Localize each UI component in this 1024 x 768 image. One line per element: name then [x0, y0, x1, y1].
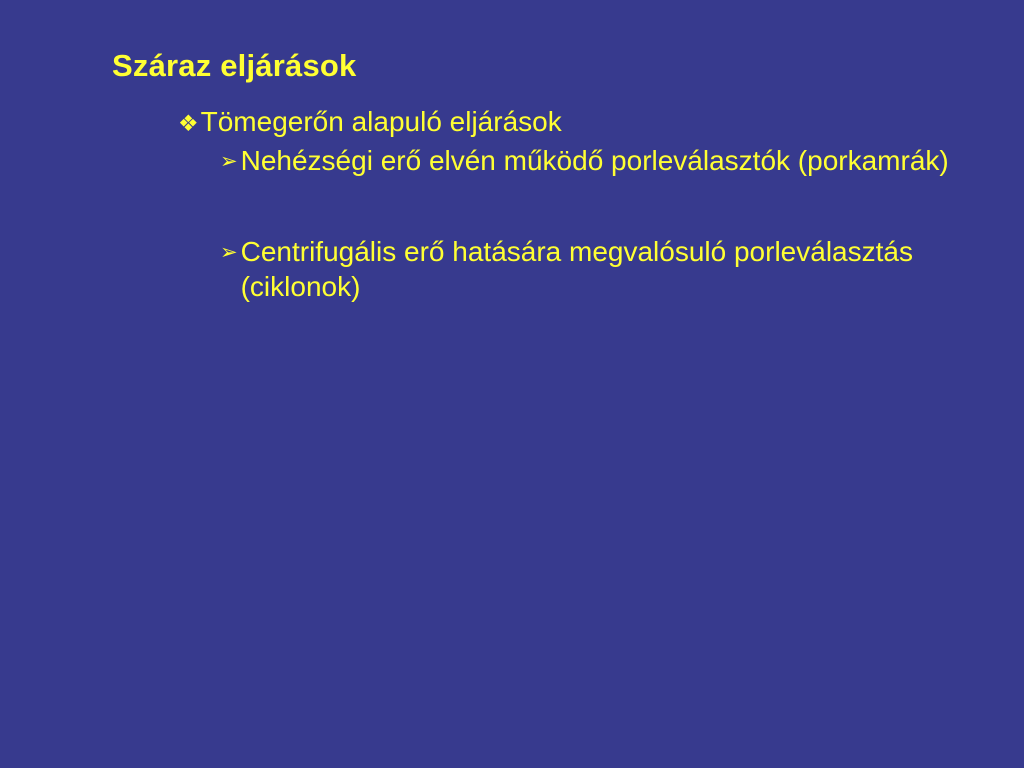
list-item [220, 234, 982, 304]
list-item [220, 143, 982, 178]
list-item-label: Tömegerőn alapuló eljárások [200, 106, 562, 137]
list-item [178, 105, 982, 139]
arrow-bullet-icon: ➢ [220, 150, 238, 174]
list-item-label: Nehézségi erő elvén működő porleválasztók (porkamrák) [240, 145, 949, 177]
page-title: Száraz eljárások [112, 48, 357, 83]
diamond-bullet-icon: ❖ [178, 110, 199, 136]
arrow-bullet-icon: ➢ [220, 241, 238, 265]
list-spacer [112, 182, 982, 234]
list-item-label: Centrifugális erő hatására megvalósuló porleválasztás (ciklonok) [240, 236, 913, 303]
bullet-list [112, 105, 982, 308]
